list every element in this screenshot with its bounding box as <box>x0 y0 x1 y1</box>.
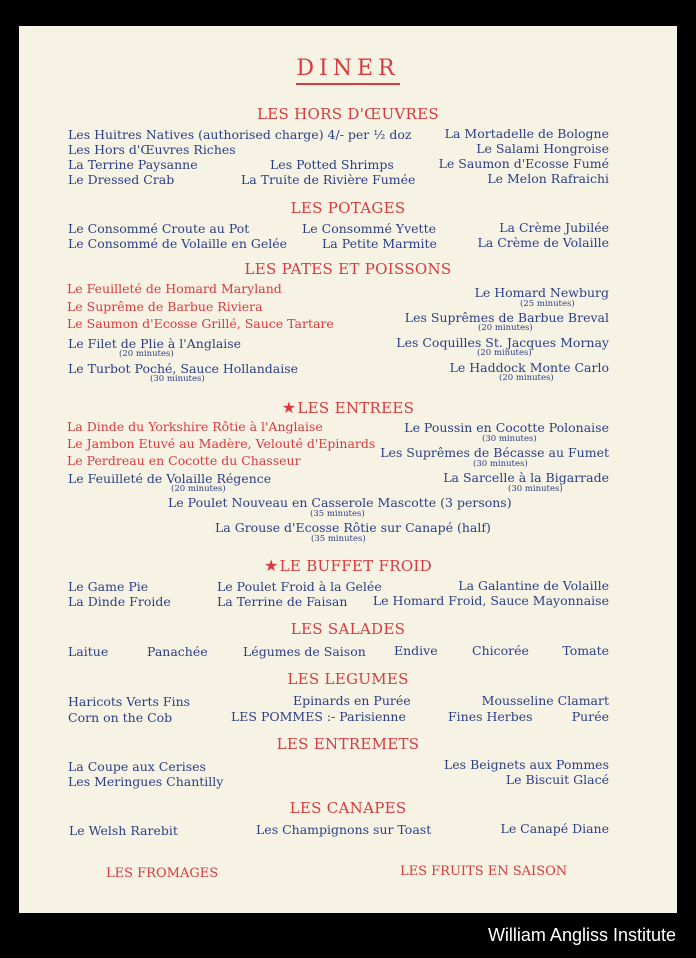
star-icon: ★ <box>281 398 297 417</box>
entremets-heading: LES ENTREMETS <box>276 735 420 753</box>
legumes-heading: LES LEGUMES <box>287 670 409 688</box>
cooking-time: (30 minutes) <box>473 459 528 469</box>
menu-item: Le Consommé Croute au Pot <box>68 221 250 236</box>
cooking-time: (30 minutes) <box>150 374 205 384</box>
menu-item: La Dinde Froide <box>68 594 171 609</box>
menu-item: Le Feuilleté de Volaille Régence <box>68 471 272 486</box>
menu-item: Le Consommé de Volaille en Gelée <box>68 236 288 251</box>
menu-item: LES POMMES :- Parisienne <box>231 709 406 724</box>
menu-item: La Galantine de Volaille <box>458 578 609 593</box>
menu-item: La Crème de Volaille <box>477 235 609 250</box>
menu-item: Les Suprêmes de Barbue Breval <box>404 310 609 325</box>
menu-item: Haricots Verts Fins <box>68 694 191 709</box>
institute-credit: William Angliss Institute <box>487 925 676 945</box>
menu-item: Les Champignons sur Toast <box>256 822 432 837</box>
menu-item: Les Coquilles St. Jacques Mornay <box>396 335 609 350</box>
menu-item: Le Poussin en Cocotte Polonaise <box>404 420 609 435</box>
menu-item: Le Melon Rafraichi <box>487 171 609 186</box>
menu-item: La Terrine de Faisan <box>217 594 348 609</box>
cooking-time: (20 minutes) <box>499 373 554 383</box>
menu-item: La Dinde du Yorkshire Rôtie à l'Anglaise <box>67 419 323 434</box>
menu-item: La Sarcelle à la Bigarrade <box>443 470 609 485</box>
menu-item: Le Homard Newburg <box>474 285 609 300</box>
cooking-time: (20 minutes) <box>119 349 174 359</box>
menu-item: Le Canapé Diane <box>500 821 609 836</box>
menu-card <box>19 26 677 913</box>
cooking-time: (35 minutes) <box>311 534 366 544</box>
star-icon: ★ <box>264 556 279 575</box>
menu-item: Le Poulet Froid à la Gelée <box>217 579 382 594</box>
menu-item: Le Game Pie <box>68 579 149 594</box>
menu-item: Le Suprême de Barbue Riviera <box>67 299 263 314</box>
potages-heading: LES POTAGES <box>290 199 406 217</box>
hors-heading: LES HORS D'ŒUVRES <box>257 105 439 123</box>
menu-item: Le Poulet Nouveau en Casserole Mascotte (3 persons) <box>168 495 512 510</box>
salades-heading: LES SALADES <box>290 620 406 638</box>
cooking-time: (35 minutes) <box>310 509 365 519</box>
menu-item: Les Meringues Chantilly <box>68 774 224 789</box>
menu-item: La Mortadelle de Bologne <box>444 126 609 141</box>
cooking-time: (25 minutes) <box>520 299 575 309</box>
menu-item: Légumes de Saison <box>243 644 366 659</box>
cooking-time: (30 minutes) <box>482 434 537 444</box>
menu-item: Le Perdreau en Cocotte du Chasseur <box>67 453 301 468</box>
menu-item: Le Salami Hongroise <box>476 141 609 156</box>
fruits-heading: LES FRUITS EN SAISON <box>400 864 568 879</box>
menu-item: Le Saumon d'Ecosse Grillé, Sauce Tartare <box>67 316 334 331</box>
menu-item: Le Saumon d'Ecosse Fumé <box>438 156 609 171</box>
buffet-heading: ★LE BUFFET FROID <box>264 556 432 575</box>
menu-item: Le Consommé Yvette <box>302 221 436 236</box>
menu-item: Les Suprêmes de Bécasse au Fumet <box>380 445 609 460</box>
menu-item: Laitue <box>68 644 109 659</box>
menu-item: La Crème Jubilée <box>499 220 609 235</box>
menu-item: La Coupe aux Cerises <box>68 759 206 774</box>
menu-item: Le Filet de Plie à l'Anglaise <box>68 336 242 351</box>
menu-item: Mousseline Clamart <box>481 693 609 708</box>
cooking-time: (30 minutes) <box>508 484 563 494</box>
menu-item: Panachée <box>147 644 208 659</box>
menu-item: Endive <box>394 643 438 658</box>
menu-item: Le Welsh Rarebit <box>69 823 178 838</box>
menu-item: Tomate <box>562 643 609 658</box>
menu-item: Les Hors d'Œuvres Riches <box>68 142 236 157</box>
menu-item: Le Jambon Etuvé au Madère, Velouté d'Epinards <box>67 436 376 451</box>
menu-item: Les Huitres Natives (authorised charge) 4/- per ½ doz <box>68 127 412 142</box>
menu-item: Le Feuilleté de Homard Maryland <box>67 281 282 296</box>
menu-item: Le Biscuit Glacé <box>505 772 609 787</box>
fromages-heading: LES FROMAGES <box>106 866 219 881</box>
menu-item: La Terrine Paysanne <box>68 157 198 172</box>
menu-item: Les Beignets aux Pommes <box>443 757 609 772</box>
pates-heading: LES PATES ET POISSONS <box>244 260 452 278</box>
cooking-time: (20 minutes) <box>478 323 533 333</box>
cooking-time: (20 minutes) <box>477 348 532 358</box>
menu-item: Fines Herbes <box>448 709 533 724</box>
cooking-time: (20 minutes) <box>171 484 226 494</box>
canapes-heading: LES CANAPES <box>289 799 407 817</box>
menu-item: Les Potted Shrimps <box>270 157 394 172</box>
menu-title: DINER <box>19 58 677 80</box>
menu-item: Le Turbot Poché, Sauce Hollandaise <box>68 361 299 376</box>
menu-item: Le Homard Froid, Sauce Mayonnaise <box>372 593 609 608</box>
menu-item: La Truite de Rivière Fumée <box>241 172 416 187</box>
menu-item: Le Haddock Monte Carlo <box>449 360 609 375</box>
menu-item: Chicorée <box>472 643 529 658</box>
menu-item: La Petite Marmite <box>322 236 437 251</box>
menu-item: Corn on the Cob <box>68 710 173 725</box>
menu-item: La Grouse d'Ecosse Rôtie sur Canapé (half) <box>215 520 491 535</box>
menu-item: Epinards en Purée <box>293 693 411 708</box>
menu-item: Purée <box>571 709 609 724</box>
menu-item: Le Dressed Crab <box>68 172 175 187</box>
entrees-heading: ★LES ENTREES <box>281 398 415 417</box>
